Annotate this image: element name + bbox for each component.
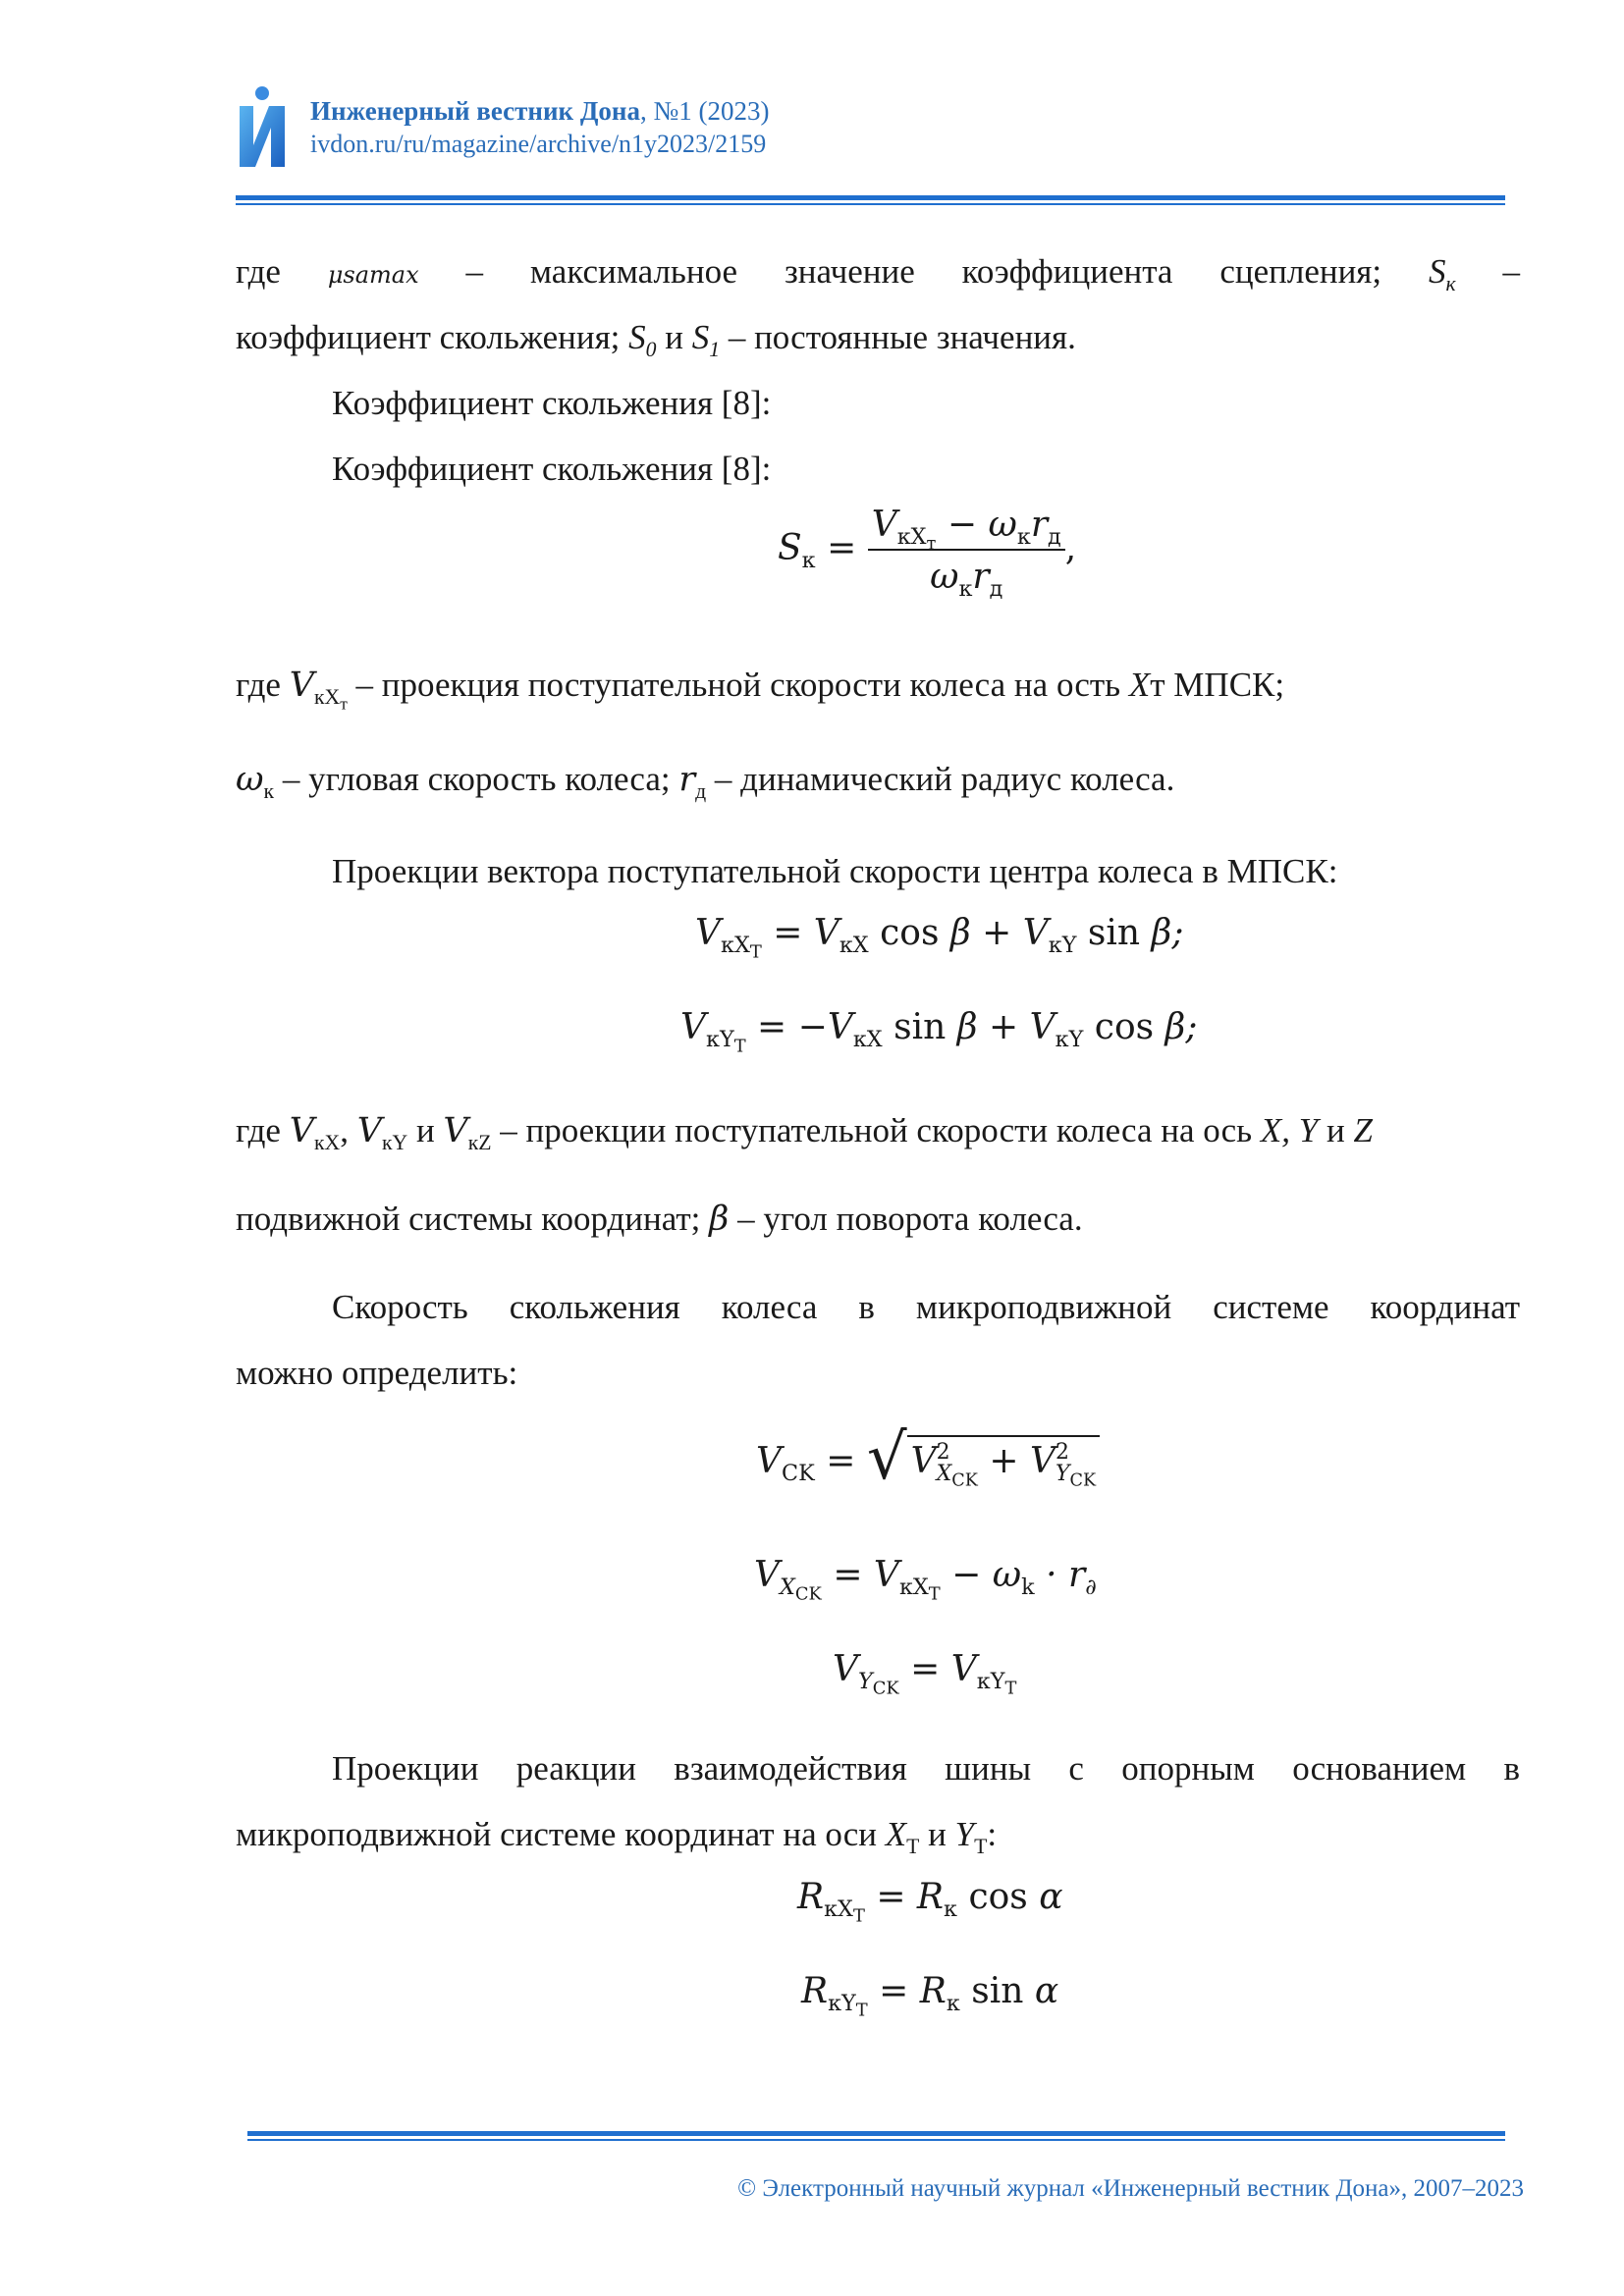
journal-logo <box>236 84 289 171</box>
paragraph-line: коэффициент скольжения; $S_0$ и $S_1$ – постоянные значения. <box>236 318 1076 361</box>
paragraph-line: Коэффициент скольжения [8]: <box>332 384 772 422</box>
paragraph-line: микроподвижной системе координат на оси $X_Т$ и $Y_Т$: <box>236 1815 998 1858</box>
formula-slip-velocity: $V_{CK}$ = √ V 2 $X_{CK}$ + V 2 $Y_{CK}$ <box>756 1421 1100 1494</box>
paragraph-line: $\omega_к$ – угловая скорость колеса; $r_д$ – динамический радиус колеса. <box>236 760 1175 803</box>
formula-slip-velocity-x: $V_{X_{CK}} = V_{кX_T} - \omega_k \cdot r_\partial$ <box>754 1555 1097 1605</box>
header-divider <box>236 195 1505 205</box>
article-url[interactable]: ivdon.ru/ru/magazine/archive/n1y2023/2159 <box>310 130 767 158</box>
paragraph-line: Скорость скольжения колеса в микроподвижной системе координат <box>332 1288 1520 1326</box>
paragraph-line: можно определить: <box>236 1354 518 1392</box>
formula-reaction-y: $R_{кY_T} = R_к$ sin α <box>801 1971 1059 2021</box>
formula-reaction-x: $R_{кX_T} = R_к$ cos α <box>797 1877 1063 1927</box>
formula-velocity-y: $V_{кY_T} = -V_{кX}$ $\sin \beta + V_{кY}$ cos β; <box>680 1007 1198 1057</box>
paragraph-line: Коэффициент скольжения [8]: <box>332 450 772 488</box>
paragraph-line: Проекции реакции взаимодействия шины с опорным основанием в <box>332 1749 1520 1788</box>
journal-title: Инженерный вестник Дона, №1 (2023) <box>310 96 770 126</box>
formula-slip-coefficient: $S_к$ = $\frac{V_{кX_т} - \omega_кr_д}{\omega_кr_д}$ , <box>778 505 1077 603</box>
paragraph-line: где $V_{кX}$, $V_{кY}$ и $V_{кZ}$ – проекции поступательной скорости колеса на ось X, Y и Z <box>236 1111 1373 1154</box>
paragraph-line: где μsamax – максимальное значение коэффициента сцепления; $S_к$ – <box>236 252 1521 295</box>
formula-velocity-x: $V_{кX_T} = V_{кX}$ $\cos \beta + V_{кY}$ sin β; <box>695 913 1184 963</box>
paragraph-line: подвижной системы координат; β – угол поворота колеса. <box>236 1200 1083 1239</box>
paragraph-line: где $V_{кX_т}$ – проекция поступательной скорости колеса на ость Xт МПСК; <box>236 666 1285 714</box>
formula-slip-velocity-y: $V_{Y_{CK}} = V_{кY_T}$ <box>833 1649 1017 1699</box>
footer-divider <box>247 2131 1505 2141</box>
paragraph-line: Проекции вектора поступательной скорости центра колеса в МПСК: <box>332 852 1338 890</box>
footer-copyright: © Электронный научный журнал «Инженерный вестник Дона», 2007–2023 <box>737 2175 1524 2202</box>
